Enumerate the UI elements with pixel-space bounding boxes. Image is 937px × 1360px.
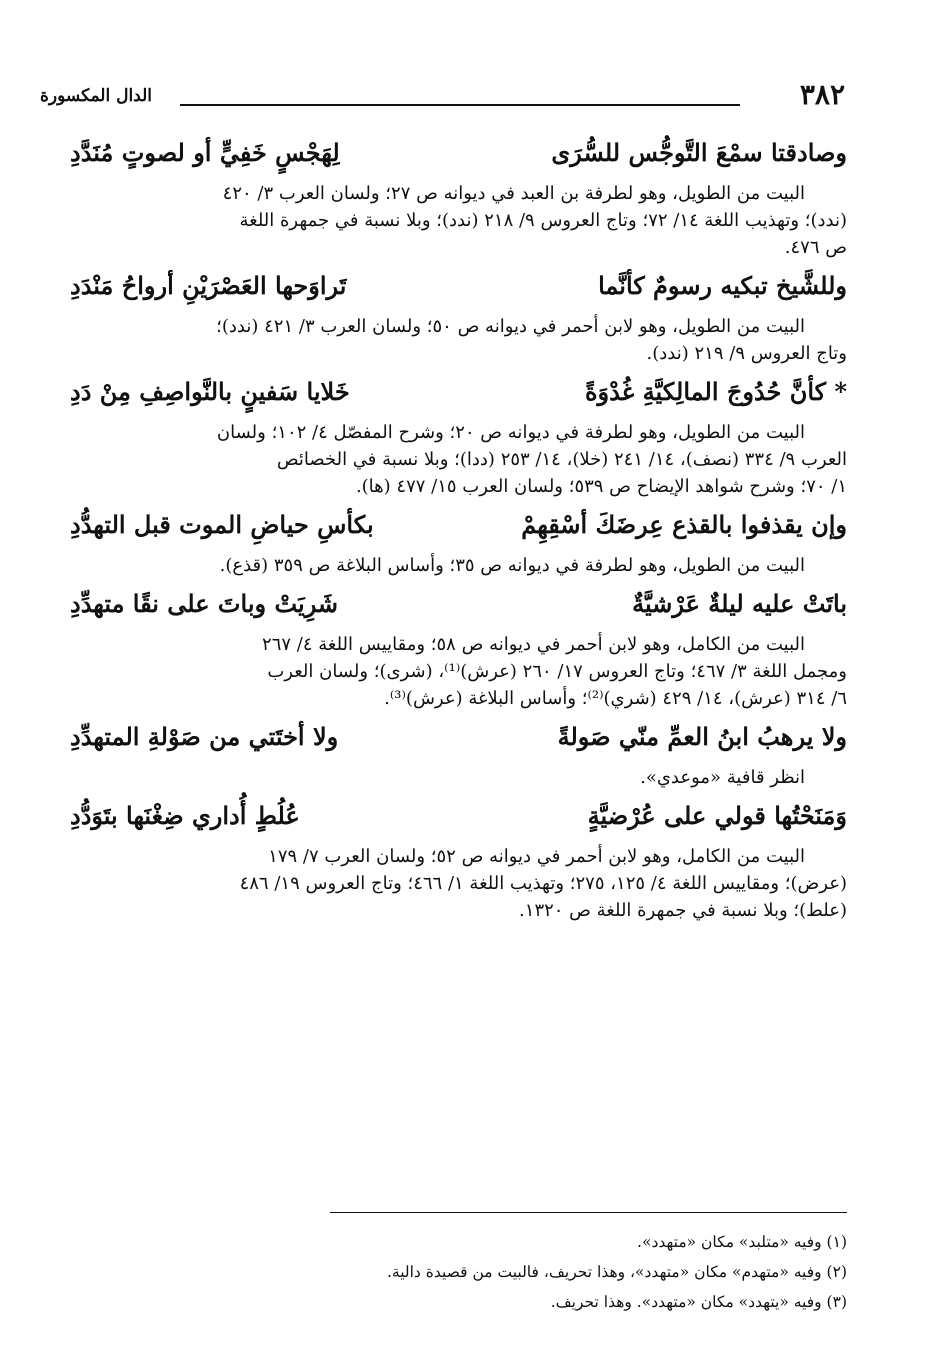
commentary [70, 764, 847, 791]
first-hemistich: ولا يرهبُ ابنُ العمِّ منّي صَولةً [557, 722, 847, 751]
verse-line [70, 261, 847, 311]
commentary-line: العرب ٩/ ٣٣٤ (نصف)، ١٤/ ٢٤١ (خلا)، ١٤/ ٢٥٣ (ددا)؛ وبلا نسبة في الخصائص [276, 449, 847, 470]
second-hemistich: خَلايا سَفينٍ بالنَّواصِفِ مِنْ دَدِ [70, 377, 350, 406]
commentary-line: البيت من الكامل، وهو لابن أحمر في ديوانه ص ٥٢؛ ولسان العرب ٧/ ١٧٩ [268, 846, 805, 867]
header-rule [180, 104, 740, 106]
entry [70, 367, 847, 500]
commentary [70, 313, 847, 367]
verse-line [70, 128, 847, 178]
commentary-line: (علط)؛ وبلا نسبة في جمهرة اللغة ص ١٣٢٠. [519, 900, 847, 921]
first-hemistich: باتَتْ عليه ليلةٌ عَرْشيَّةٌ [632, 589, 847, 618]
footnote-rule [330, 1212, 847, 1213]
commentary-line: البيت من الطويل، وهو لابن أحمر في ديوانه ص ٥٠؛ ولسان العرب ٣/ ٤٢١ (ندد)؛ [216, 316, 805, 337]
footnote: (٢) وفيه «متهدم» مكان «متهدد»، وهذا تحريف، فالبيت من قصيدة دالية. [386, 1263, 847, 1281]
commentary [70, 843, 847, 924]
second-hemistich: لِهَجْسٍ خَفِيٍّ أو لصوتٍ مُنَدَّدِ [70, 138, 340, 167]
first-hemistich: وصادقتا سمْعَ التَّوجُّس للسُّرَى [551, 138, 847, 167]
running-title: الدال المكسورة [40, 86, 153, 106]
commentary [70, 631, 847, 712]
commentary-line: وتاج العروس ٩/ ٢١٩ (ندد). [646, 343, 847, 364]
entry [70, 261, 847, 367]
commentary [70, 180, 847, 261]
entry [70, 128, 847, 261]
entry [70, 579, 847, 712]
commentary-line: (ندد)؛ وتهذيب اللغة ١٤/ ٧٢؛ وتاج العروس ٩/ ٢١٨ (ندد)؛ وبلا نسبة في جمهرة اللغة [239, 210, 847, 231]
second-hemistich: شَرِيَتْ وباتَ على نقًا متهدِّدِ [70, 589, 339, 618]
verse-line [70, 712, 847, 762]
footnote: (١) وفيه «متلبد» مكان «متهدد». [637, 1233, 847, 1251]
verse-line [70, 791, 847, 841]
second-hemistich: عُلُطٍ أُداري ضِغْنَها بتَوَدُّدِ [70, 801, 300, 830]
commentary-line: ٦/ ٣١٤ (عرش)، ١٤/ ٤٢٩ (شري)⁽²⁾؛ وأساس البلاغة (عرش)⁽³⁾. [384, 688, 847, 709]
commentary-line: البيت من الطويل، وهو لطرفة بن العبد في ديوانه ص ٢٧؛ ولسان العرب ٣/ ٤٢٠ [222, 183, 805, 204]
entry [70, 791, 847, 924]
first-hemistich: وَمَنَحْتُها قولي على عُرْضيَّةٍ [587, 801, 847, 830]
verse-line [70, 367, 847, 417]
commentary [70, 552, 847, 579]
second-hemistich: ولا أختَتي من صَوْلةِ المتهدِّدِ [70, 722, 339, 751]
commentary-line: ١/ ٧٠؛ وشرح شواهد الإيضاح ص ٥٣٩؛ ولسان العرب ١٥/ ٤٧٧ (ها). [355, 476, 847, 497]
first-hemistich: * كأنَّ حُدُوجَ المالِكيَّةِ غُدْوَةً [584, 377, 847, 406]
second-hemistich: تَراوَحها العَصْرَيْنِ أرواحُ مَنْدَدِ [70, 271, 347, 300]
verse-line [70, 579, 847, 629]
commentary [70, 419, 847, 500]
verse-line [70, 500, 847, 550]
commentary-line: البيت من الطويل، وهو لطرفة في ديوانه ص ٢٠؛ وشرح المفصّل ٤/ ١٠٢؛ ولسان [216, 422, 805, 443]
commentary-line: انظر قافية «موعدي». [640, 767, 805, 788]
page-header [40, 78, 845, 114]
commentary-line: البيت من الكامل، وهو لابن أحمر في ديوانه ص ٥٨؛ ومقاييس اللغة ٤/ ٢٦٧ [262, 634, 805, 655]
footnote: (٣) وفيه «يتهدد» مكان «متهدد». وهذا تحريف. [550, 1293, 847, 1311]
entry [70, 500, 847, 579]
first-hemistich: وإن يقذفوا بالقذع عِرضَكَ أسْقِهِمْ [521, 510, 847, 539]
commentary-line: البيت من الطويل، وهو لطرفة في ديوانه ص ٣٥؛ وأساس البلاغة ص ٣٥٩ (قذع). [219, 555, 805, 576]
entry [70, 712, 847, 791]
commentary-line: ومجمل اللغة ٣/ ٤٦٧؛ وتاج العروس ١٧/ ٢٦٠ (عرش)⁽¹⁾، (شرى)؛ ولسان العرب [267, 661, 847, 682]
second-hemistich: بكأسِ حياضِ الموت قبل التهدُّدِ [70, 510, 374, 539]
commentary-line: ص ٤٧٦. [784, 237, 847, 258]
footnotes [330, 1212, 847, 1317]
commentary-line: (عرض)؛ ومقاييس اللغة ٤/ ١٢٥، ٢٧٥؛ وتهذيب اللغة ١/ ٤٦٦؛ وتاج العروس ١٩/ ٤٨٦ [239, 873, 847, 894]
page-number: ٣٨٢ [799, 78, 845, 111]
first-hemistich: وللشَّيخ تبكيه رسومٌ كأنَّما [598, 271, 847, 300]
main-content [70, 128, 847, 924]
